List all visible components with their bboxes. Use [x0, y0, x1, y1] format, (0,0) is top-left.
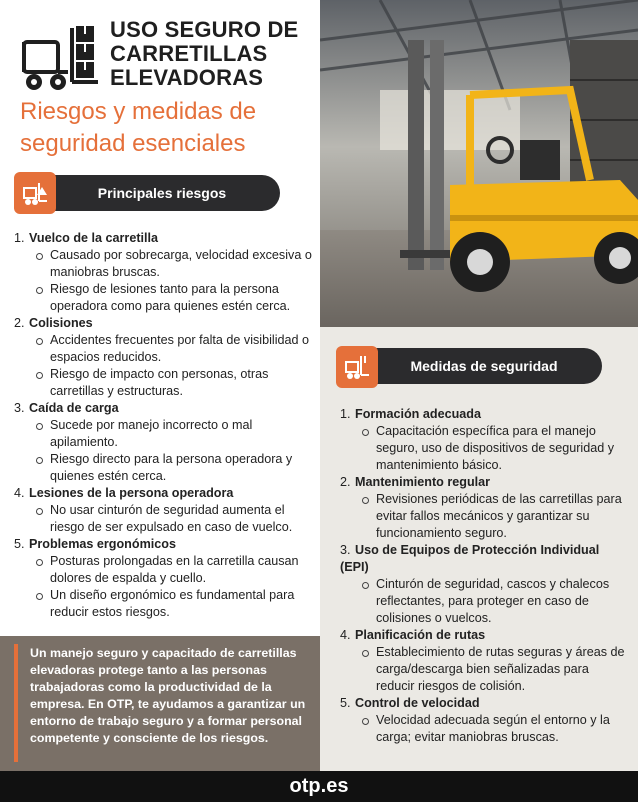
list-item-number: 2. — [14, 316, 25, 330]
list-item-number: 3. — [340, 543, 351, 557]
list-subitem: Un diseño ergonómico es fundamental para reducir estos riesgos. — [14, 587, 314, 621]
list-item-title — [14, 485, 314, 502]
list-item-heading: Control de velocidad — [355, 696, 480, 710]
list-item-heading: Colisiones — [29, 316, 93, 330]
title-line-3: ELEVADORAS — [110, 65, 264, 90]
list-subitem: No usar cinturón de seguridad aumenta el riesgo de ser expulsado en caso de vuelco. — [14, 502, 314, 536]
list-item — [14, 315, 314, 400]
list-item-heading: Uso de Equipos de Protección Individual (EPI) — [340, 543, 600, 574]
list-item-title — [14, 400, 314, 417]
list-subitem: Capacitación específica para el manejo seguro, uso de dispositivos de seguridad y mantenimiento básico. — [340, 423, 630, 474]
list-item-title — [340, 474, 630, 491]
list-item — [340, 474, 630, 542]
list-item — [14, 536, 314, 621]
list-item-heading: Formación adecuada — [355, 407, 481, 421]
list-item-title — [340, 542, 630, 576]
list-item-number: 1. — [14, 231, 25, 245]
header — [18, 14, 318, 94]
list-subitem: Establecimiento de rutas seguras y áreas de carga/descarga bien señalizadas para reducir riesgos de colisión. — [340, 644, 630, 695]
list-item — [340, 406, 630, 474]
list-subitem: Velocidad adecuada según el entorno y la carga; evitar maniobras bruscas. — [340, 712, 630, 746]
list-subitem: Accidentes frecuentes por falta de visibilidad o espacios reducidos. — [14, 332, 314, 366]
callout-text: Un manejo seguro y capacitado de carretillas elevadoras protege tanto a las personas trabajadoras como la productividad de la empresa. En OTP, te ayudamos a garantizar un entorno de trabajo seguro y a formar personal competente y consciente de los riesgos. — [30, 646, 306, 745]
list-item-heading: Vuelco de la carretilla — [29, 231, 159, 245]
measures-heading-pill — [360, 348, 602, 384]
list-subitem: Sucede por manejo incorrecto o mal apilamiento. — [14, 417, 314, 451]
list-subitem: Riesgo de impacto con personas, otras carretillas y estructuras. — [14, 366, 314, 400]
list-subitem: Causado por sobrecarga, velocidad excesiva o maniobras bruscas. — [14, 247, 314, 281]
list-subitem: Riesgo de lesiones tanto para la persona operadora como para quienes estén cerca. — [14, 281, 314, 315]
list-item — [340, 627, 630, 695]
footer-site-link[interactable]: otp.es — [289, 775, 349, 797]
list-item-title — [340, 627, 630, 644]
list-item-heading: Problemas ergonómicos — [29, 537, 176, 551]
list-item-number: 5. — [14, 537, 25, 551]
title-line-1: USO SEGURO DE — [110, 17, 299, 42]
list-item-title — [14, 536, 314, 553]
left-column — [0, 0, 320, 771]
page-title — [110, 18, 298, 90]
list-item-heading: Caída de carga — [29, 401, 119, 415]
list-item-number: 4. — [14, 486, 25, 500]
list-item-title — [340, 695, 630, 712]
list-item-title — [14, 230, 314, 247]
subtitle-line-2: seguridad esenciales — [20, 130, 246, 157]
list-subitem: Cinturón de seguridad, cascos y chalecos reflectantes, para proteger en caso de colisiones o vuelcos. — [340, 576, 630, 627]
title-line-2: CARRETILLAS — [110, 41, 268, 66]
list-item-number: 3. — [14, 401, 25, 415]
list-item-title — [14, 315, 314, 332]
risks-heading-pill — [40, 175, 280, 211]
risks-list — [14, 230, 314, 621]
list-item-number: 5. — [340, 696, 351, 710]
measures-list — [340, 406, 630, 746]
forklift-warning-icon — [14, 172, 56, 214]
subtitle — [20, 96, 320, 160]
callout-box — [0, 636, 320, 771]
measures-heading: Medidas de seguridad — [410, 358, 558, 374]
list-item-heading: Planificación de rutas — [355, 628, 486, 642]
callout-accent-bar — [14, 644, 18, 762]
footer — [0, 771, 638, 802]
list-subitem: Revisiones periódicas de las carretillas para evitar fallos mecánicos y garantizar su funcionamiento seguro. — [340, 491, 630, 542]
risks-heading: Principales riesgos — [97, 185, 227, 201]
list-item — [14, 400, 314, 485]
list-item — [340, 695, 630, 746]
list-item — [340, 542, 630, 627]
list-item-heading: Mantenimiento regular — [355, 475, 491, 489]
list-item-heading: Lesiones de la persona operadora — [29, 486, 234, 500]
yellow-forklift-warehouse-image — [320, 0, 638, 327]
list-subitem: Riesgo directo para la persona operadora y quienes estén cerca. — [14, 451, 314, 485]
list-subitem: Posturas prolongadas en la carretilla causan dolores de espalda y cuello. — [14, 553, 314, 587]
subtitle-line-1: Riesgos y medidas de — [20, 98, 257, 125]
list-item-number: 4. — [340, 628, 351, 642]
list-item — [14, 230, 314, 315]
list-item-number: 1. — [340, 407, 351, 421]
forklift-with-boxes-icon — [18, 20, 106, 94]
list-item-title — [340, 406, 630, 423]
list-item — [14, 485, 314, 536]
list-item-number: 2. — [340, 475, 351, 489]
forklift-icon — [336, 346, 378, 388]
